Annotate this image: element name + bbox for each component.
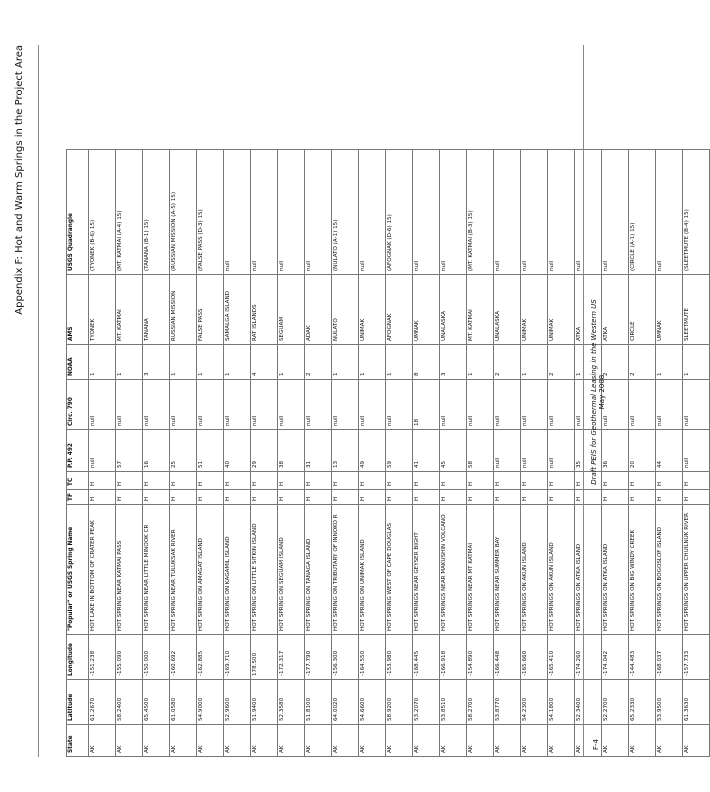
table-cell: AK bbox=[224, 725, 251, 757]
table-cell: null bbox=[521, 380, 548, 430]
table-cell: SEGUAM bbox=[278, 275, 305, 345]
table-cell: 59 bbox=[386, 430, 413, 472]
table-row bbox=[224, 150, 251, 757]
table-cell: UNIMAK bbox=[359, 275, 386, 345]
springs-table bbox=[66, 149, 710, 757]
table-row bbox=[197, 150, 224, 757]
table-cell: AK bbox=[278, 725, 305, 757]
table-cell: -174.042 bbox=[602, 635, 629, 680]
table-cell: HOT SPRINGS ON AKUN ISLAND bbox=[548, 505, 575, 635]
table-cell: null bbox=[548, 150, 575, 275]
table-cell: SAMALGA ISLAND bbox=[224, 275, 251, 345]
table-cell: H bbox=[683, 472, 710, 490]
table-cell: AK bbox=[602, 725, 629, 757]
table-cell: H bbox=[467, 490, 494, 505]
table-cell: H bbox=[170, 490, 197, 505]
table-cell: H bbox=[521, 472, 548, 490]
table-cell: UMNAK bbox=[413, 275, 440, 345]
table-cell: null bbox=[359, 150, 386, 275]
table-cell: null bbox=[575, 380, 602, 430]
table-cell: H bbox=[548, 490, 575, 505]
table-cell: -169.710 bbox=[224, 635, 251, 680]
table-cell: HOT SPRINGS NEAR SUMMER BAY bbox=[494, 505, 521, 635]
table-cell: null bbox=[683, 380, 710, 430]
table-cell: HOT SPRINGS NEAR MAKUSHIN VOLCANO bbox=[440, 505, 467, 635]
table-cell: -162.885 bbox=[197, 635, 224, 680]
table-cell: null bbox=[629, 380, 656, 430]
header-divider bbox=[38, 45, 39, 757]
table-cell: 58.2700 bbox=[467, 680, 494, 725]
table-cell: -155.090 bbox=[116, 635, 143, 680]
table-cell: AK bbox=[170, 725, 197, 757]
column-header: TC bbox=[67, 472, 89, 490]
table-cell: null bbox=[305, 150, 332, 275]
table-row bbox=[359, 150, 386, 757]
table-cell: 51 bbox=[197, 430, 224, 472]
table-cell: H bbox=[251, 472, 278, 490]
table-row bbox=[170, 150, 197, 757]
table-cell: H bbox=[89, 472, 116, 490]
table-cell: UNALASKA bbox=[494, 275, 521, 345]
table-cell: null bbox=[251, 380, 278, 430]
table-cell: 61.2670 bbox=[89, 680, 116, 725]
table-cell: null bbox=[440, 150, 467, 275]
table-cell: 1 bbox=[467, 345, 494, 380]
table-row bbox=[143, 150, 170, 757]
table-cell: HOT SPRING ON LITTLE SITKIN ISLAND bbox=[251, 505, 278, 635]
table-cell: HOT SPRINGS ON ATKA ISLAND bbox=[575, 505, 602, 635]
table-cell: H bbox=[494, 490, 521, 505]
table-cell: 53.2070 bbox=[413, 680, 440, 725]
table-cell: H bbox=[548, 472, 575, 490]
column-header: USGS Quadrangle bbox=[67, 150, 89, 275]
table-cell: null bbox=[278, 150, 305, 275]
table-cell: H bbox=[332, 490, 359, 505]
table-cell: H bbox=[116, 472, 143, 490]
table-row bbox=[251, 150, 278, 757]
table-cell: 65.2330 bbox=[629, 680, 656, 725]
table-cell: (MT. KATMAI (A-4) 15) bbox=[116, 150, 143, 275]
table-cell: null bbox=[197, 380, 224, 430]
table-cell: H bbox=[629, 490, 656, 505]
table-cell: H bbox=[278, 490, 305, 505]
table-cell: 25 bbox=[170, 430, 197, 472]
table-cell: 2 bbox=[602, 345, 629, 380]
table-cell: 1 bbox=[521, 345, 548, 380]
table-cell: H bbox=[386, 472, 413, 490]
table-cell: 49 bbox=[359, 430, 386, 472]
table-cell: null bbox=[170, 380, 197, 430]
table-cell: -165.410 bbox=[548, 635, 575, 680]
table-cell: null bbox=[224, 380, 251, 430]
table-cell: H bbox=[413, 490, 440, 505]
table-row bbox=[440, 150, 467, 757]
table-cell: (TANANA (B-1) 15) bbox=[143, 150, 170, 275]
table-cell: null bbox=[494, 150, 521, 275]
table-cell: AK bbox=[359, 725, 386, 757]
table-cell: -164.550 bbox=[359, 635, 386, 680]
footer-center bbox=[590, 292, 606, 492]
table-cell: -157.733 bbox=[683, 635, 710, 680]
table-cell: H bbox=[251, 490, 278, 505]
table-cell: 40 bbox=[224, 430, 251, 472]
table-cell: 16 bbox=[143, 430, 170, 472]
table-cell: AK bbox=[116, 725, 143, 757]
table-cell: H bbox=[170, 472, 197, 490]
footer-divider bbox=[583, 45, 584, 757]
table-cell: HOT SPRING NEAR KATMAI PASS bbox=[116, 505, 143, 635]
table-cell: AK bbox=[440, 725, 467, 757]
table-cell: 38 bbox=[278, 430, 305, 472]
table-cell: H bbox=[656, 490, 683, 505]
table-cell: H bbox=[602, 490, 629, 505]
table-cell: MT. KATMAI bbox=[116, 275, 143, 345]
table-cell: -168.037 bbox=[656, 635, 683, 680]
table-row bbox=[629, 150, 656, 757]
footer-doc-title: Draft PEIS for Geothermal Leasing in the Western US bbox=[590, 299, 598, 485]
table-row bbox=[116, 150, 143, 757]
table-cell: H bbox=[440, 490, 467, 505]
table-cell: -150.000 bbox=[143, 635, 170, 680]
table-cell: null bbox=[89, 430, 116, 472]
table-cell: TYONEK bbox=[89, 275, 116, 345]
table-row bbox=[305, 150, 332, 757]
table-cell: HOT SPRING ON TRIBUTARY OF INNOKO R bbox=[332, 505, 359, 635]
table-cell: 35 bbox=[575, 430, 602, 472]
table-cell: -177.790 bbox=[305, 635, 332, 680]
table-cell: RAT ISLANDS bbox=[251, 275, 278, 345]
table-cell: TANANA bbox=[143, 275, 170, 345]
table-cell: 54.2300 bbox=[521, 680, 548, 725]
table-cell: 1 bbox=[683, 345, 710, 380]
column-header: P.P. 492 bbox=[67, 430, 89, 472]
table-cell: H bbox=[413, 472, 440, 490]
table-cell: 64.0020 bbox=[332, 680, 359, 725]
page-header-title: Appendix F: Hot and Warm Springs in the Project Area bbox=[14, 45, 25, 315]
table-cell: 3 bbox=[143, 345, 170, 380]
table-cell: 58.2400 bbox=[116, 680, 143, 725]
table-cell: null bbox=[440, 380, 467, 430]
table-cell: 2 bbox=[494, 345, 521, 380]
table-header-row bbox=[67, 150, 89, 757]
table-cell: AK bbox=[197, 725, 224, 757]
table-cell: HOT SPRINGS ON BOGOSLOF ISLAND bbox=[656, 505, 683, 635]
table-cell: HOT SPRINGS ON ATKA ISLAND bbox=[602, 505, 629, 635]
table-cell: 54.1800 bbox=[548, 680, 575, 725]
table-row bbox=[332, 150, 359, 757]
table-cell: UNIMAK bbox=[521, 275, 548, 345]
table-cell: H bbox=[602, 472, 629, 490]
table-row bbox=[413, 150, 440, 757]
table-cell: 2 bbox=[305, 345, 332, 380]
table-cell: H bbox=[197, 490, 224, 505]
table-cell: 65.4500 bbox=[143, 680, 170, 725]
table-cell: H bbox=[494, 472, 521, 490]
table-cell: H bbox=[359, 490, 386, 505]
table-cell: 1 bbox=[197, 345, 224, 380]
table-cell: H bbox=[224, 490, 251, 505]
table-cell: (FALSE PASS (D-3) 15) bbox=[197, 150, 224, 275]
table-cell: AK bbox=[548, 725, 575, 757]
table-cell: AK bbox=[521, 725, 548, 757]
table-cell: -144.483 bbox=[629, 635, 656, 680]
table-cell: null bbox=[359, 380, 386, 430]
table-cell: 3 bbox=[440, 345, 467, 380]
table-cell: 178.500 bbox=[251, 635, 278, 680]
table-cell: 1 bbox=[224, 345, 251, 380]
table-cell: AK bbox=[332, 725, 359, 757]
table-cell: MT. KATMAI bbox=[467, 275, 494, 345]
table-cell: HOT SPRINGS ON UPPER CHUILNUK RIVER bbox=[683, 505, 710, 635]
table-cell: 18 bbox=[413, 380, 440, 430]
table-cell: AK bbox=[683, 725, 710, 757]
table-cell: H bbox=[629, 472, 656, 490]
column-header: NOAA bbox=[67, 345, 89, 380]
table-cell: 58.9200 bbox=[386, 680, 413, 725]
table-cell: -153.980 bbox=[386, 635, 413, 680]
table-cell: null bbox=[413, 150, 440, 275]
table-cell: null bbox=[602, 380, 629, 430]
table-cell: 61.3630 bbox=[683, 680, 710, 725]
table-cell: ATKA bbox=[575, 275, 602, 345]
table-cell: 31 bbox=[305, 430, 332, 472]
table-cell: H bbox=[386, 490, 413, 505]
table-cell: null bbox=[521, 150, 548, 275]
table-cell: H bbox=[197, 472, 224, 490]
table-cell: H bbox=[575, 472, 602, 490]
table-cell: (MT. KATMAI (B-3) 15) bbox=[467, 150, 494, 275]
table-cell: H bbox=[575, 490, 602, 505]
table-cell: 36 bbox=[602, 430, 629, 472]
table-cell: (NULATO (A-1) 15) bbox=[332, 150, 359, 275]
table-cell: 1 bbox=[359, 345, 386, 380]
table-cell: 2 bbox=[629, 345, 656, 380]
table-cell: AK bbox=[629, 725, 656, 757]
table-cell: 13 bbox=[332, 430, 359, 472]
table-cell: AK bbox=[251, 725, 278, 757]
table-cell: (CIRCLE (A-1) 15) bbox=[629, 150, 656, 275]
table-cell: H bbox=[683, 490, 710, 505]
table-cell: AFOGNAK bbox=[386, 275, 413, 345]
table-cell: ATKA bbox=[602, 275, 629, 345]
table-cell: -166.448 bbox=[494, 635, 521, 680]
table-cell: HOT SPRINGS ON BIG WINDY CREEK bbox=[629, 505, 656, 635]
table-cell: null bbox=[305, 380, 332, 430]
table-cell: -166.918 bbox=[440, 635, 467, 680]
table-cell: null bbox=[332, 380, 359, 430]
table-cell: 45 bbox=[440, 430, 467, 472]
table-cell: 52.2700 bbox=[602, 680, 629, 725]
table-cell: HOT SPRINGS ON AKUN ISLAND bbox=[521, 505, 548, 635]
table-cell: 57 bbox=[116, 430, 143, 472]
table-cell: 1 bbox=[116, 345, 143, 380]
table-cell: (AFOGNAK (D-6) 15) bbox=[386, 150, 413, 275]
table-cell: AK bbox=[386, 725, 413, 757]
table-cell: NULATO bbox=[332, 275, 359, 345]
table-cell: null bbox=[251, 150, 278, 275]
column-header: Longitude bbox=[67, 635, 89, 680]
table-cell: AK bbox=[494, 725, 521, 757]
table-cell: 52.3400 bbox=[575, 680, 602, 725]
table-cell: null bbox=[116, 380, 143, 430]
table-cell: AK bbox=[413, 725, 440, 757]
table-cell: HOT SPRINGS NEAR GEYSER BIGHT bbox=[413, 505, 440, 635]
table-cell: H bbox=[116, 490, 143, 505]
table-cell: 61.0580 bbox=[170, 680, 197, 725]
table-cell: 44 bbox=[656, 430, 683, 472]
column-header: "Popular" or USGS Spring Name bbox=[67, 505, 89, 635]
column-header: TF bbox=[67, 490, 89, 505]
table-cell: 53.8770 bbox=[494, 680, 521, 725]
table-cell: -160.692 bbox=[170, 635, 197, 680]
table-cell: HOT SPRING ON SEGUAM ISLAND bbox=[278, 505, 305, 635]
table-row bbox=[656, 150, 683, 757]
table-cell: 52.9600 bbox=[224, 680, 251, 725]
table-cell: null bbox=[224, 150, 251, 275]
table-cell: null bbox=[656, 150, 683, 275]
table-cell: 41 bbox=[413, 430, 440, 472]
table-cell: -165.660 bbox=[521, 635, 548, 680]
table-cell: null bbox=[656, 380, 683, 430]
table-cell: 51.8100 bbox=[305, 680, 332, 725]
column-header: Circ. 790 bbox=[67, 380, 89, 430]
table-cell: RUSSIAN MISSION bbox=[170, 275, 197, 345]
table-row bbox=[683, 150, 710, 757]
table-cell: HOT LAKE IN BOTTOM OF CRATER PEAK bbox=[89, 505, 116, 635]
table-cell: H bbox=[89, 490, 116, 505]
table-cell: null bbox=[278, 380, 305, 430]
table-row bbox=[521, 150, 548, 757]
table-cell: 1 bbox=[278, 345, 305, 380]
table-cell: (TYONEK (B-6) 15) bbox=[89, 150, 116, 275]
table-cell: SLEETMUTE bbox=[683, 275, 710, 345]
column-header: AMS bbox=[67, 275, 89, 345]
table-cell: 1 bbox=[575, 345, 602, 380]
table-cell: 29 bbox=[251, 430, 278, 472]
table-cell: H bbox=[305, 472, 332, 490]
table-cell: H bbox=[305, 490, 332, 505]
table-cell: HOT SPRING ON UNIMAK ISLAND bbox=[359, 505, 386, 635]
table-cell: -156.300 bbox=[332, 635, 359, 680]
table-cell: null bbox=[548, 430, 575, 472]
table-cell: HOT SPRING ON AMAGAT ISLAND bbox=[197, 505, 224, 635]
table-cell: 1 bbox=[170, 345, 197, 380]
table-cell: HOT SPRING NEAR TULUKSAK RIVER bbox=[170, 505, 197, 635]
table-cell: null bbox=[386, 380, 413, 430]
table-cell: null bbox=[467, 380, 494, 430]
table-cell: HOT SPRING WEST OF CAPE DOUGLAS bbox=[386, 505, 413, 635]
table-cell: AK bbox=[143, 725, 170, 757]
table-cell: null bbox=[575, 150, 602, 275]
column-header: State bbox=[67, 725, 89, 757]
table-cell: AK bbox=[467, 725, 494, 757]
table-cell: 53.8510 bbox=[440, 680, 467, 725]
footer-date: May 2008 bbox=[598, 374, 606, 410]
table-cell: H bbox=[278, 472, 305, 490]
table-cell: null bbox=[683, 430, 710, 472]
column-header: Latitude bbox=[67, 680, 89, 725]
table-cell: AK bbox=[575, 725, 602, 757]
table-cell: H bbox=[521, 490, 548, 505]
table-row bbox=[467, 150, 494, 757]
table-cell: null bbox=[143, 380, 170, 430]
table-cell: 54.6600 bbox=[359, 680, 386, 725]
table-row bbox=[278, 150, 305, 757]
table-cell: 58 bbox=[467, 430, 494, 472]
table-cell: -151.238 bbox=[89, 635, 116, 680]
table-cell: 52.3580 bbox=[278, 680, 305, 725]
table-cell: H bbox=[656, 472, 683, 490]
table-cell: FALSE PASS bbox=[197, 275, 224, 345]
table-cell: UNIMAK bbox=[548, 275, 575, 345]
table-row bbox=[548, 150, 575, 757]
table-cell: AK bbox=[305, 725, 332, 757]
table-cell: -168.445 bbox=[413, 635, 440, 680]
table-cell: H bbox=[359, 472, 386, 490]
table-row bbox=[386, 150, 413, 757]
table-cell: ADAK bbox=[305, 275, 332, 345]
table-cell: 1 bbox=[656, 345, 683, 380]
table-row bbox=[494, 150, 521, 757]
table-row bbox=[89, 150, 116, 757]
table-cell: 1 bbox=[386, 345, 413, 380]
table-cell: AK bbox=[656, 725, 683, 757]
table-cell: UMNAK bbox=[656, 275, 683, 345]
table-cell: 53.9500 bbox=[656, 680, 683, 725]
table-cell: 1 bbox=[89, 345, 116, 380]
table-cell: (SLEETMUTE (B-4) 15) bbox=[683, 150, 710, 275]
table-cell: null bbox=[89, 380, 116, 430]
table-cell: H bbox=[224, 472, 251, 490]
table-cell: null bbox=[494, 430, 521, 472]
table-cell: null bbox=[494, 380, 521, 430]
table-cell: 2 bbox=[548, 345, 575, 380]
table-cell: 51.9400 bbox=[251, 680, 278, 725]
table-cell: -154.890 bbox=[467, 635, 494, 680]
table-cell: H bbox=[440, 472, 467, 490]
table-cell: HOT SPRINGS NEAR MT KATMAI bbox=[467, 505, 494, 635]
table-cell: H bbox=[332, 472, 359, 490]
table-cell: -172.317 bbox=[278, 635, 305, 680]
table-cell: HOT SPRING ON TANAGA ISLAND bbox=[305, 505, 332, 635]
table-cell: (RUSSIAN MISSION (A-5) 15) bbox=[170, 150, 197, 275]
table-cell: AK bbox=[89, 725, 116, 757]
page-number: F-4 bbox=[592, 738, 600, 750]
table-cell: null bbox=[548, 380, 575, 430]
table-cell: HOT SPRING NEAR LITTLE MINOOK CR bbox=[143, 505, 170, 635]
table-cell: -174.260 bbox=[575, 635, 602, 680]
table-cell: 54.9000 bbox=[197, 680, 224, 725]
table-cell: 4 bbox=[251, 345, 278, 380]
table-cell: 1 bbox=[332, 345, 359, 380]
table-cell: CIRCLE bbox=[629, 275, 656, 345]
table-cell: UNALASKA bbox=[440, 275, 467, 345]
table-cell: H bbox=[467, 472, 494, 490]
table-cell: 20 bbox=[629, 430, 656, 472]
table-cell: null bbox=[602, 150, 629, 275]
table-cell: 8 bbox=[413, 345, 440, 380]
table-cell: H bbox=[143, 472, 170, 490]
table-cell: null bbox=[521, 430, 548, 472]
table-cell: HOT SPRING ON KAGAMIL ISLAND bbox=[224, 505, 251, 635]
table-cell: H bbox=[143, 490, 170, 505]
